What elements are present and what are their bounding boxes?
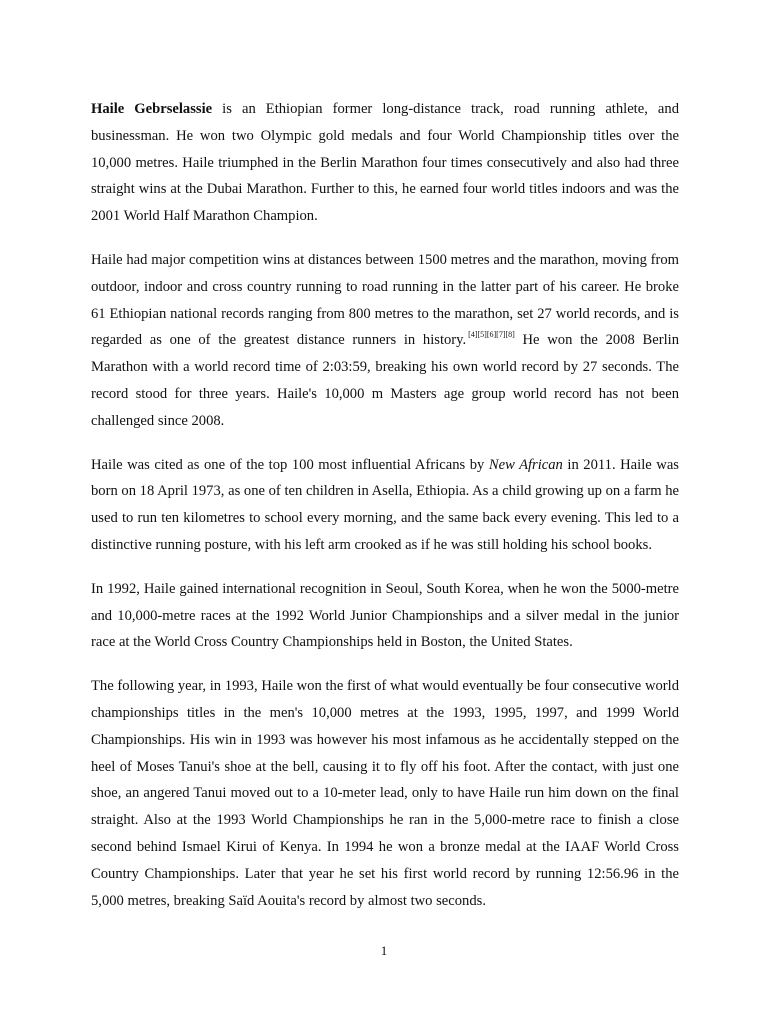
paragraph-early-life-text-before: Haile was cited as one of the top 100 most influential Africans by	[91, 456, 489, 473]
subject-name: Haile Gebrselassie	[91, 101, 213, 117]
paragraph-1993	[91, 673, 679, 914]
paragraph-1992-text: In 1992, Haile gained international recognition in Seoul, South Korea, when he won the 5000-metre and 10,000-metre races at the 1992 World Junior Championships and a silver medal in the junior race at the World Cross Country Championships held in Boston, the United States.	[91, 580, 679, 651]
paragraph-1993-text: The following year, in 1993, Haile won the first of what would eventually be four consecutive world championships titles in the men's 10,000 metres at the 1993, 1995, 1997, and 1999 World Championships. His win in 1993 was however his most infamous as he accidentally stepped on the heel of Moses Tanui's shoe at the bell, causing it to fly off his foot. After the contact, with just one shoe, an angered Tanui moved out to a 10-meter lead, only to have Haile run him down on the final straight. Also at the 1993 World Championships he ran in the 5,000-metre race to finish a close second behind Ismael Kirui of Kenya. In 1994 he won a bronze medal at the IAAF World Cross Country Championships. Later that year he set his first world record by running 12:56.96 in the 5,000 metres, breaking Saïd Aouita's record by almost two seconds.	[91, 678, 679, 909]
paragraph-intro-text: is an Ethiopian former long-distance track, road running athlete, and businessman. He won two Olympic gold medals and four World Championship titles over the 10,000 metres. Haile triumphed in the Berlin Marathon four times consecutively and also had three straight wins at the Dubai Marathon. Further to this, he earned four world titles indoors and was the 2001 World Half Marathon Champion.	[91, 101, 679, 225]
paragraph-records	[91, 247, 679, 435]
page-number: 1	[380, 943, 388, 958]
publication-title: New African	[488, 456, 563, 473]
paragraph-records-text-after: He won the 2008 Berlin Marathon with a world record time of 2:03:59, breaking his own world record by 27 seconds. The record stood for three years. Haile's 10,000 m Masters age group world record has not been challenged since 2008.	[91, 332, 679, 429]
paragraph-intro	[91, 96, 679, 230]
paragraph-1992	[91, 576, 679, 656]
paragraph-early-life	[91, 452, 679, 559]
body-text	[91, 96, 679, 931]
reference-markers[interactable]: [4][5][6][7][8]	[468, 330, 515, 340]
paragraph-early-life-text-after: in 2011. Haile was born on 18 April 1973, as one of ten children in Asella, Ethiopia. As a child growing up on a farm he used to run ten kilometres to school every morning, and the same back every evening. This led to a distinctive running posture, with his left arm crooked as if he was still holding his school books.	[91, 456, 679, 553]
paragraph-records-text-before: Haile had major competition wins at distances between 1500 metres and the marathon, moving from outdoor, indoor and cross country running to road running in the latter part of his career. He broke 61 Ethiopian national records ranging from 800 metres to the marathon, set 27 world records, and is regarded as one of the greatest distance runners in history.	[91, 251, 679, 349]
